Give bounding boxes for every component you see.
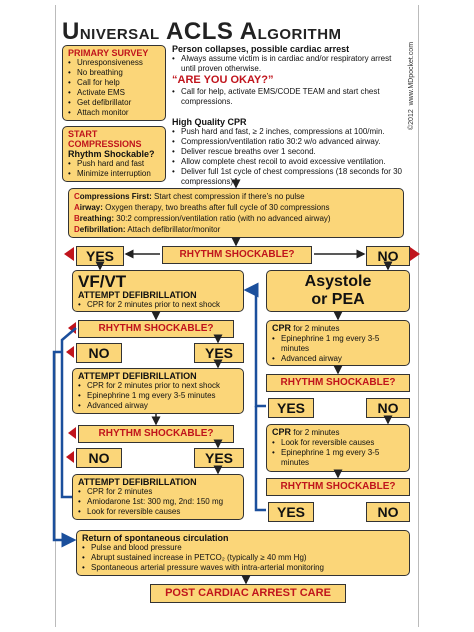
primary-survey-heading: PRIMARY SURVEY [68, 48, 149, 58]
list-item: • CPR for 2 minutes prior to next shock [78, 300, 238, 310]
start-compressions-box [62, 126, 166, 182]
yes-badge-main: YES [76, 246, 124, 266]
list-item: • CPR for 2 minutes [78, 487, 238, 497]
quality-cpr-heading: High Quality CPR [172, 117, 247, 127]
defib3-heading: ATTEMPT DEFIBRILLATION [78, 477, 197, 487]
vfvt-box [72, 270, 244, 312]
list-item: • Advanced airway [78, 401, 238, 411]
cpr-right-box-2: CPR for 2 minutes • Look for reversible causes • Epinephrine 1 mg every 3-5 minutes [266, 424, 410, 472]
list-item: • Allow complete chest recoil to avoid excessive ventilation. [172, 157, 404, 167]
sidebar-url: ©2012 www.MDpocket.com [408, 41, 415, 130]
post-cardiac-arrest-care: POST CARDIAC ARREST CARE [150, 584, 346, 603]
primary-survey-list [68, 58, 160, 118]
cpr-right-box-1: CPR for 2 minutes • Epinephrine 1 mg every 3-5 minutes • Advanced airway [266, 320, 410, 366]
list-item: • Push hard and fast [68, 159, 160, 169]
start-heading: START [68, 129, 98, 139]
list-item: • Epinephrine 1 mg every 3-5 minutes [78, 391, 238, 401]
rhythm-shockable-left-2: RHYTHM SHOCKABLE? [78, 425, 234, 443]
rhythm-shockable-main: RHYTHM SHOCKABLE? [162, 246, 312, 264]
list-item: • Look for reversible causes [272, 438, 404, 448]
quality-cpr-section [172, 117, 404, 187]
defib-box-2 [72, 368, 244, 414]
list-item: • Spontaneous arterial pressure waves with intra-arterial monitoring [82, 563, 404, 573]
page-title: UNIVERSAL ACLS ALGORITHM [62, 18, 342, 45]
list-item: • Deliver rescue breaths over 1 second. [172, 147, 404, 157]
list-item: • Attach monitor [68, 108, 160, 118]
list-item: • Call for help [68, 78, 160, 88]
asystole-line1: Asystole [304, 273, 372, 290]
list-item: • Pulse and blood pressure [82, 543, 404, 553]
no-badge-right-1: NO [366, 398, 410, 418]
yes-badge-right-1: YES [268, 398, 314, 418]
compressions-heading: COMPRESSIONS [68, 139, 142, 149]
list-item: • No breathing [68, 68, 160, 78]
no-badge-left-1: NO [76, 343, 122, 363]
list-item: • Minimize interruption [68, 169, 160, 179]
rhythm-shockable-right-1: RHYTHM SHOCKABLE? [266, 374, 410, 392]
rosc-box [76, 530, 410, 576]
list-item: • Always assume victim is in cardiac and/or respiratory arrest until proven otherwise. [172, 54, 402, 74]
list-item: • CPR for 2 minutes prior to next shock [78, 381, 238, 391]
list-item: • Amiodarone 1st: 300 mg, 2nd: 150 mg [78, 497, 238, 507]
are-you-okay: “ARE YOU OKAY?” [172, 74, 274, 86]
defib2-heading: ATTEMPT DEFIBRILLATION [78, 371, 197, 381]
yes-badge-left-1: YES [194, 343, 244, 363]
list-item: • Epinephrine 1 mg every 3-5 minutes [272, 448, 404, 468]
no-badge-main: NO [366, 246, 410, 266]
collapse-section [172, 44, 402, 107]
rhythm-subheading: Rhythm Shockable? [68, 149, 155, 159]
defib-box-3 [72, 474, 244, 520]
list-item: • Advanced airway [272, 354, 404, 364]
list-item: • Call for help, activate EMS/CODE TEAM and start chest compressions. [172, 87, 402, 107]
list-item: • Deliver full 1st cycle of chest compressions (18 seconds for 30 compressions). [172, 167, 404, 187]
list-item: • Push hard and fast, ≥ 2 inches, compressions at 100/min. [172, 127, 404, 137]
cabd-line-c: Compressions First: Start chest compression if there’s no pulse [74, 192, 305, 201]
vfvt-heading: VF/VT [78, 272, 127, 291]
yes-badge-left-2: YES [194, 448, 244, 468]
primary-survey-box [62, 45, 166, 121]
cabd-line-a: Airway: Oxygen therapy, two breaths after full cycle of 30 compressions [74, 203, 330, 212]
list-item: • Epinephrine 1 mg every 3-5 minutes [272, 334, 404, 354]
vfvt-sub: ATTEMPT DEFIBRILLATION [78, 290, 197, 300]
list-item: • Look for reversible causes [78, 507, 238, 517]
rhythm-shockable-left-1: RHYTHM SHOCKABLE? [78, 320, 234, 338]
no-badge-right-2: NO [366, 502, 410, 522]
asystole-line2: or PEA [311, 291, 365, 308]
no-badge-left-2: NO [76, 448, 122, 468]
collapse-heading: Person collapses, possible cardiac arrest [172, 44, 350, 54]
list-item: • Abrupt sustained increase in PETCO₂ (typically ≥ 40 mm Hg) [82, 553, 404, 563]
yes-badge-right-2: YES [268, 502, 314, 522]
cabd-line-b: Breathing: 30:2 compression/ventilation ratio (with no advanced airway) [74, 214, 331, 223]
list-item: • Unresponsiveness [68, 58, 160, 68]
cabd-line-d: Defibrillation: Attach defibrillator/monitor [74, 225, 221, 234]
cabd-box [68, 188, 404, 238]
list-item: • Compression/ventilation ratio 30:2 w/o advanced airway. [172, 137, 404, 147]
list-item: • Activate EMS [68, 88, 160, 98]
rhythm-shockable-right-2: RHYTHM SHOCKABLE? [266, 478, 410, 496]
asystole-box [266, 270, 410, 312]
list-item: • Get defibrillator [68, 98, 160, 108]
rosc-heading: Return of spontaneous circulation [82, 533, 229, 543]
